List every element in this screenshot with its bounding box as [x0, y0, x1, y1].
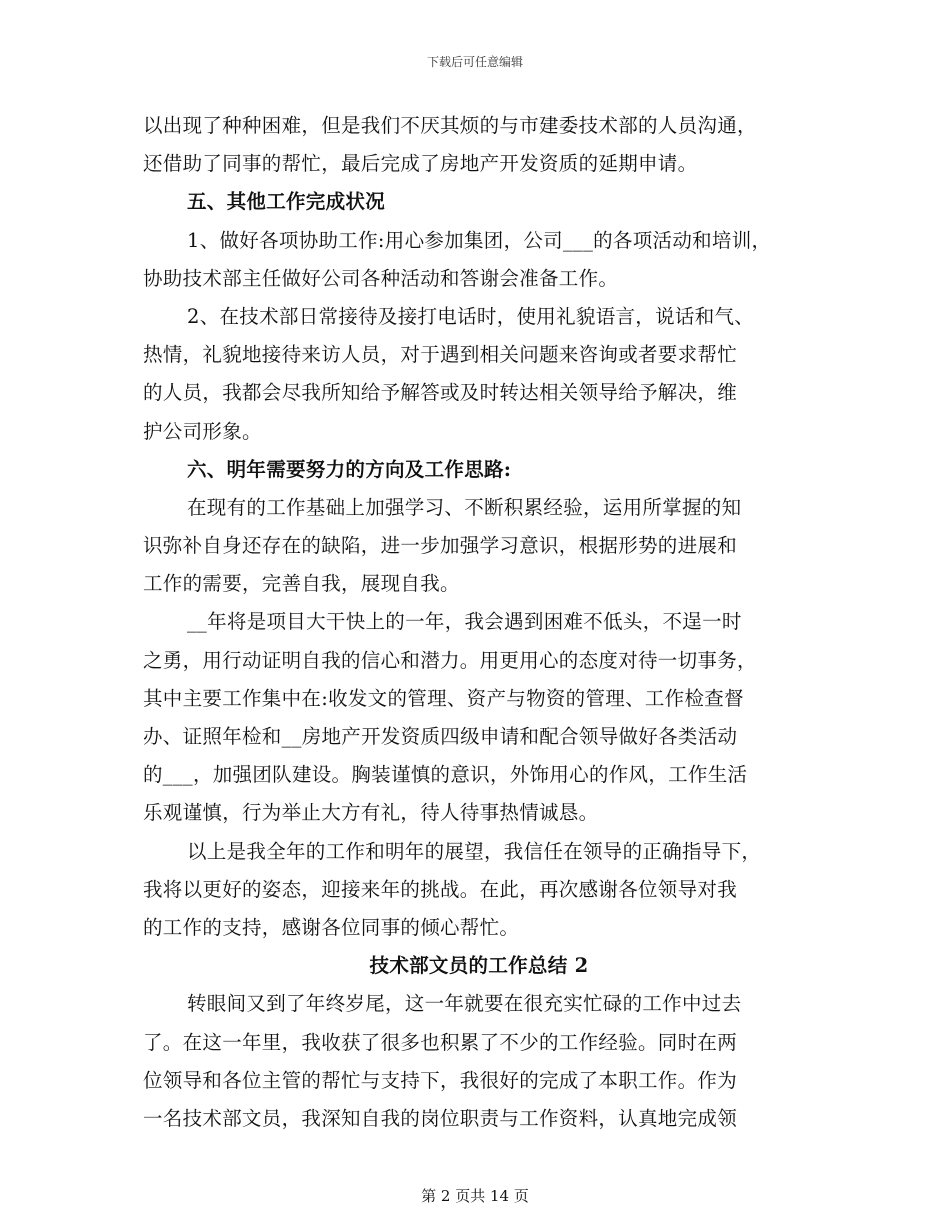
- page-header: 下载后可任意编辑: [426, 55, 523, 69]
- text-line: 转眼间又到了年终岁尾，这一年就要在很充实忙碌的工作中过去: [187, 992, 742, 1016]
- text-line: 识弥补自身还存在的缺陷，进一步加强学习意识，根据形势的进展和: [143, 534, 738, 558]
- text-line: 了。在这一年里，我收获了很多也积累了不少的工作经验。同时在两: [143, 1030, 738, 1054]
- page-footer: 第 2 页共 14 页: [421, 1187, 529, 1205]
- section-title: 技术部文员的工作总结 2: [369, 954, 589, 978]
- text-line: 之勇，用行动证明自我的信心和潜力。用更用心的态度对待一切事务，: [143, 648, 757, 672]
- text-line: 还借助了同事的帮忙，最后完成了房地产开发资质的延期申请。: [143, 152, 698, 176]
- section-heading: 五、其他工作完成状况: [187, 190, 386, 214]
- text-line: 乐观谨慎，行为举止大方有礼，待人待事热情诚恳。: [143, 801, 599, 825]
- text-line: 我将以更好的姿态，迎接来年的挑战。在此，再次感谢各位领导对我: [143, 877, 738, 901]
- text-line: 工作的需要，完善自我，展现自我。: [143, 572, 460, 596]
- document-body: [143, 107, 815, 1138]
- text-line: 办、证照年检和__房地产开发资质四级申请和配合领导做好各类活动: [143, 725, 738, 748]
- text-line: 1、做好各项协助工作:用心参加集团，公司___的各项活动和培训，: [187, 228, 772, 252]
- text-line: 位领导和各位主管的帮忙与支持下，我很好的完成了本职工作。作为: [143, 1068, 738, 1092]
- text-line: 以出现了种种困难，但是我们不厌其烦的与市建委技术部的人员沟通，: [143, 114, 757, 137]
- text-line: __年将是项目大干快上的一年，我会遇到困难不低头，不逞一时: [187, 610, 742, 634]
- text-line: 护公司形象。: [143, 419, 262, 443]
- section-heading: 六、明年需要努力的方向及工作思路:: [187, 457, 512, 481]
- text-line: 在现有的工作基础上加强学习、不断积累经验，运用所掌握的知: [187, 495, 742, 519]
- text-line: 以上是我全年的工作和明年的展望，我信任在领导的正确指导下，: [187, 839, 762, 863]
- text-line: 的工作的支持，感谢各位同事的倾心帮忙。: [143, 915, 520, 939]
- text-line: 其中主要工作集中在:收发文的管理、资产与物资的管理、工作检查督: [143, 686, 744, 710]
- text-line: 一名技术部文员，我深知自我的岗位职责与工作资料，认真地完成领: [143, 1106, 738, 1130]
- text-line: 热情，礼貌地接待来访人员，对于遇到相关问题来咨询或者要求帮忙: [143, 343, 738, 367]
- text-line: 的人员，我都会尽我所知给予解答或及时转达相关领导给予解决，维: [143, 381, 738, 405]
- text-line: 的___，加强团队建设。胸装谨慎的意识，外饰用心的作风，工作生活: [143, 763, 748, 787]
- text-line: 协助技术部主任做好公司各种活动和答谢会准备工作。: [143, 266, 619, 290]
- text-line: 2、在技术部日常接待及接打电话时，使用礼貌语言，说话和气、: [187, 304, 755, 328]
